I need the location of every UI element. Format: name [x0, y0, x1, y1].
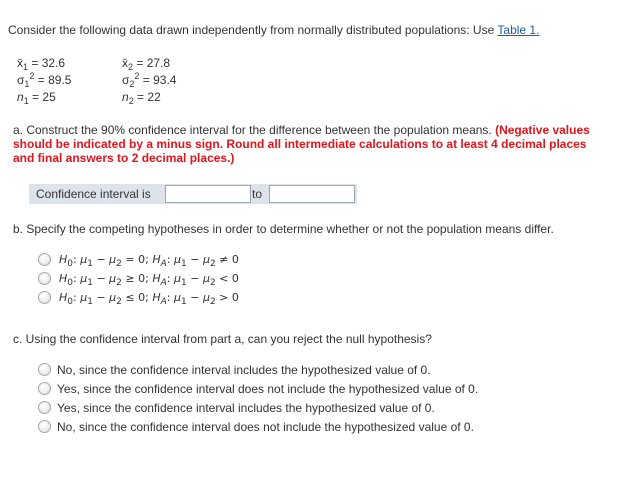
ci-upper-input[interactable] — [269, 185, 355, 203]
hypothesis-option[interactable] — [38, 251, 338, 271]
reject-option[interactable] — [38, 399, 578, 418]
n2-value: = 22 — [137, 90, 161, 104]
hypothesis-option[interactable] — [38, 271, 338, 290]
part-c-title: c. Using the confidence interval from part a, can you reject the null hypothesis? — [13, 332, 432, 346]
radio-button[interactable] — [38, 382, 51, 395]
sigma1-value: = 89.5 — [37, 73, 72, 87]
intro-line — [8, 23, 539, 37]
radio-button[interactable] — [38, 291, 51, 304]
reject-option[interactable] — [38, 361, 578, 380]
radio-button[interactable] — [38, 272, 51, 285]
option-text: Yes, since the confidence interval includes the hypothesized value of 0. — [57, 401, 435, 415]
hypothesis-text: $H_0$: $\mu_1 - \mu_2 \le 0$; $H_A$: $\mu_1 - \mu_2 > 0$ — [59, 291, 239, 307]
n1-value: = 25 — [32, 90, 56, 104]
sigma1-line: $\sigma_1^2 = 89.5$ — [17, 71, 72, 89]
reject-option[interactable] — [38, 418, 578, 437]
part-a-question — [13, 123, 609, 165]
part-b-title: b. Specify the competing hypotheses in order to determine whether or not the population means differ. — [13, 222, 554, 236]
sample-1-data — [17, 55, 71, 106]
ci-lower-input[interactable] — [165, 185, 251, 203]
radio-button[interactable] — [38, 253, 51, 266]
x1-value: = 32.6 — [31, 56, 66, 70]
sigma2-value: = 93.4 — [142, 73, 177, 87]
sigma2-line: $\sigma_2^2 = 93.4$ — [122, 71, 177, 89]
hypothesis-text: $H_0$: $\mu_1 - \mu_2 = 0$; $H_A$: $\mu_1 - \mu_2 \ne 0$ — [59, 253, 239, 269]
option-text: Yes, since the confidence interval does not include the hypothesized value of 0. — [57, 382, 479, 396]
intro-text: Consider the following data drawn independently from normally distributed populations: Use — [8, 23, 495, 37]
n1-line: $n_1 = 25$ — [17, 90, 56, 106]
option-text: No, since the confidence interval does not include the hypothesized value of 0. — [57, 420, 474, 434]
n2-line: $n_2 = 22$ — [122, 90, 161, 106]
radio-button[interactable] — [38, 401, 51, 414]
ci-to-label: to — [252, 187, 263, 201]
part-a-title: a. Construct the 90% confidence interval for the difference between the population means. — [13, 123, 492, 137]
x2-value: = 27.8 — [136, 56, 171, 70]
hypothesis-option[interactable] — [38, 290, 338, 309]
x2-bar-line: $x̄_2 = 27.8$ — [122, 56, 171, 72]
x1-symbol: x̄ — [17, 56, 23, 70]
reject-options — [38, 361, 578, 437]
x2-symbol: x̄ — [122, 56, 128, 70]
hypothesis-text: $H_0$: $\mu_1 - \mu_2 \ge 0$; $H_A$: $\mu_1 - \mu_2 < 0$ — [59, 272, 239, 288]
x1-bar-line: $x̄_1 = 32.6$ — [17, 56, 66, 72]
confidence-interval-row — [29, 184, 357, 204]
radio-button[interactable] — [38, 363, 51, 376]
reject-option[interactable] — [38, 380, 578, 399]
table-1-link[interactable]: Table 1. — [497, 23, 540, 37]
radio-button[interactable] — [38, 420, 51, 433]
ci-label: Confidence interval is — [36, 187, 151, 201]
sample-2-data — [122, 55, 176, 106]
hypotheses-options — [38, 251, 338, 309]
part-a-instruction: (Negative values should be indicated by a minus sign. Round all intermediate calculations to at least 4 decimal places and final answers to 2 decimal places.) — [13, 123, 590, 165]
option-text: No, since the confidence interval includes the hypothesized value of 0. — [57, 363, 431, 377]
